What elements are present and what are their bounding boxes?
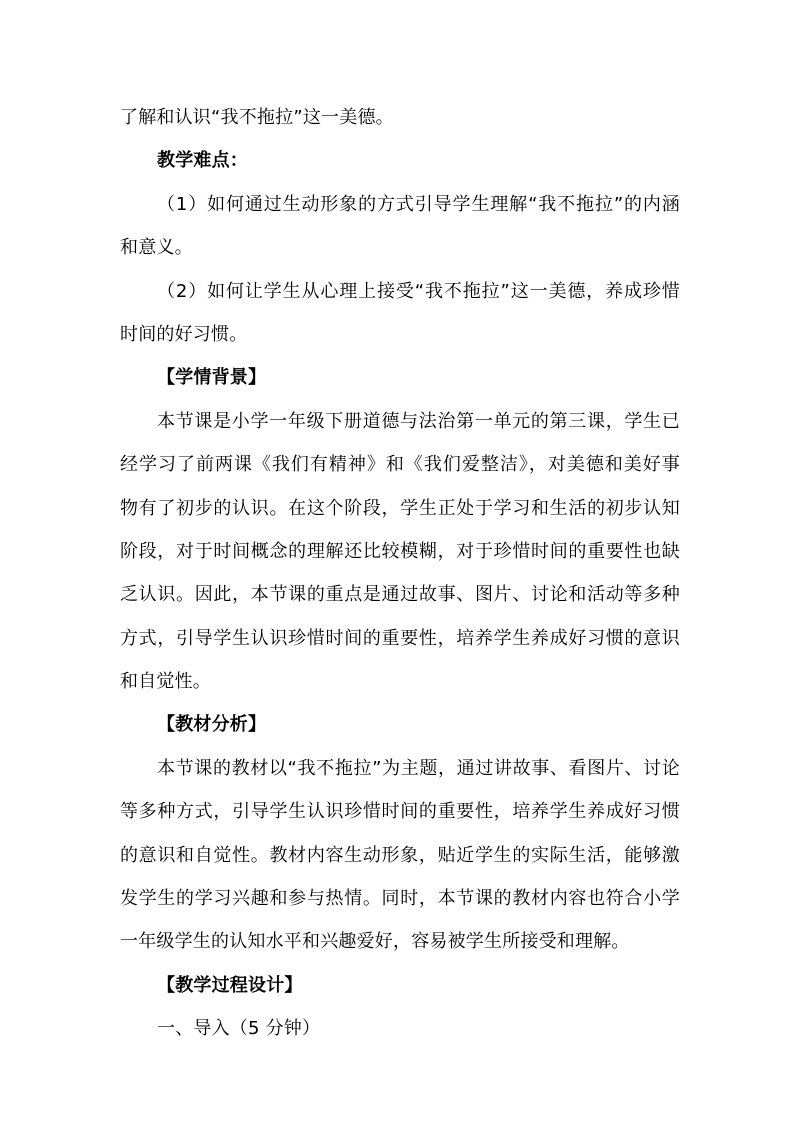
paragraph-line: 乏认识。因此，本节课的重点是通过故事、图片、讨论和活动等多种 xyxy=(120,584,680,606)
paragraph-line: 的意识和自觉性。教材内容生动形象，贴近学生的实际生活，能够激 xyxy=(120,844,680,866)
paragraph-line: （1）如何通过生动形象的方式引导学生理解“我不拖拉”的内涵 xyxy=(157,193,680,215)
paragraph-line: 阶段，对于时间概念的理解还比较模糊，对于珍惜时间的重要性也缺 xyxy=(120,540,680,562)
paragraph-line: 等多种方式，引导学生认识珍惜时间的重要性，培养学生养成好习惯 xyxy=(120,801,680,823)
subsection-heading-introduction: 一、导入（5 分钟） xyxy=(157,1018,321,1040)
paragraph-line: 一年级学生的认知水平和兴趣爱好，容易被学生所接受和理解。 xyxy=(120,931,630,953)
paragraph-line: （2）如何让学生从心理上接受“我不拖拉”这一美德，养成珍惜 xyxy=(157,280,680,302)
paragraph-line: 了解和认识“我不拖拉”这一美德。 xyxy=(120,107,394,128)
paragraph-line: 本节课的教材以“我不拖拉”为主题，通过讲故事、看图片、讨论 xyxy=(157,757,680,779)
paragraph-line: 和自觉性。 xyxy=(120,671,211,693)
section-heading-teaching-difficulties: 教学难点： xyxy=(157,150,248,172)
paragraph-line: 本节课是小学一年级下册道德与法治第一单元的第三课，学生已 xyxy=(157,410,680,432)
paragraph-line: 时间的好习惯。 xyxy=(120,323,248,345)
document-body xyxy=(120,96,680,1051)
paragraph-line: 和意义。 xyxy=(120,237,193,259)
paragraph-line: 发学生的学习兴趣和参与热情。同时，本节课的教材内容也符合小学 xyxy=(120,888,680,910)
section-heading-student-background: 【学情背景】 xyxy=(157,367,267,389)
paragraph-line: 方式，引导学生认识珍惜时间的重要性，培养学生养成好习惯的意识 xyxy=(120,627,680,649)
paragraph-line: 经学习了前两课《我们有精神》和《我们爱整洁》，对美德和美好事 xyxy=(120,454,680,476)
section-heading-textbook-analysis: 【教材分析】 xyxy=(157,714,267,736)
section-heading-teaching-process-design: 【教学过程设计】 xyxy=(157,974,303,996)
paragraph-line: 物有了初步的认识。在这个阶段，学生正处于学习和生活的初步认知 xyxy=(120,497,680,519)
